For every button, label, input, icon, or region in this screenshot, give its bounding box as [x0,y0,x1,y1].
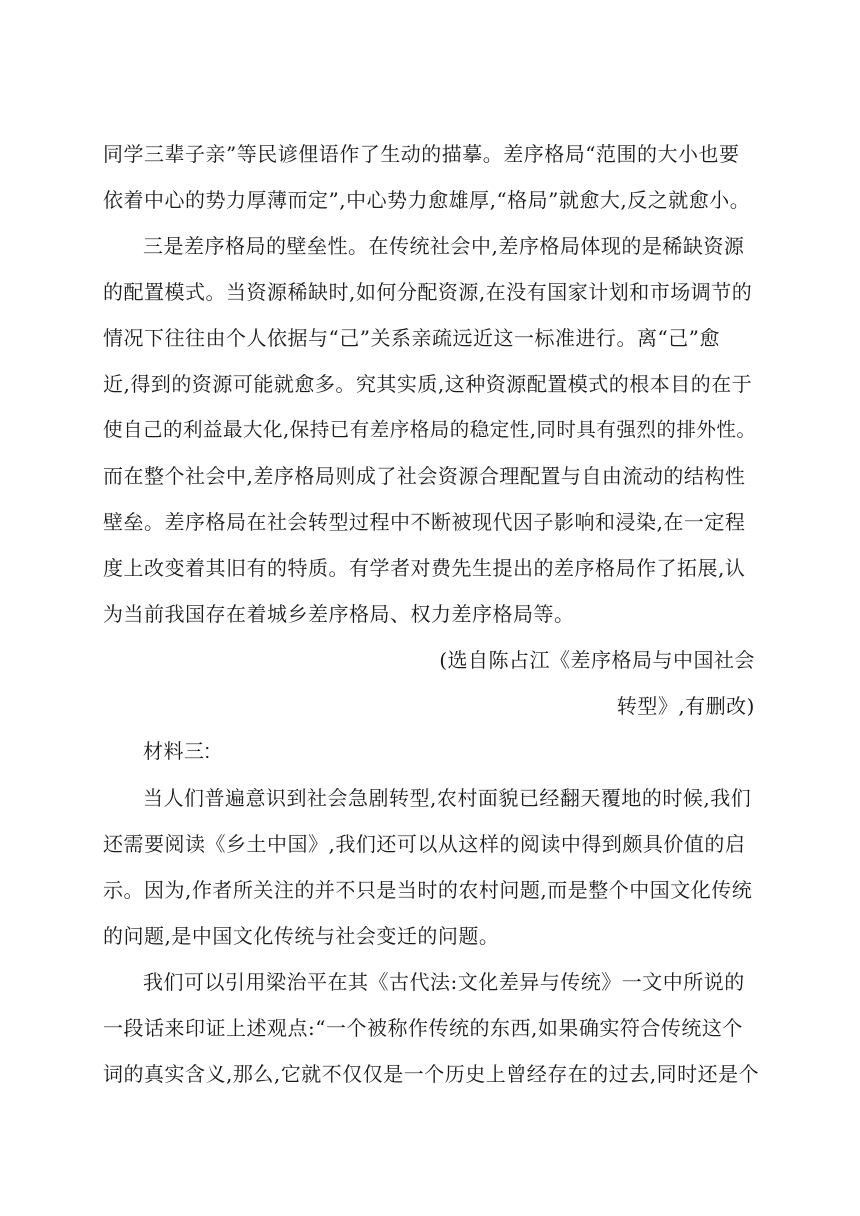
text-line: 的配置模式。当资源稀缺时,如何分配资源,在没有国家计划和市场调节的 [103,280,753,304]
text-line: 依着中心的势力厚薄而定”,中心势力愈雄厚,“格局”就愈大,反之就愈小。 [103,188,751,212]
text-line: 度上改变着其旧有的特质。有学者对费先生提出的差序格局作了拓展,认 [103,556,746,580]
text-line: 同学三辈子亲”等民谚俚语作了生动的描摹。差序格局“范围的大小也要 [103,142,740,166]
text-line: 为当前我国存在着城乡差序格局、权力差序格局等。 [103,602,575,626]
paragraph-start: 三是差序格局的壁垒性。在传统社会中,差序格局体现的是稀缺资源 [143,234,745,258]
text-line: 示。因为,作者所关注的并不只是当时的农村问题,而是整个中国文化传统 [103,878,753,902]
section-heading: 材料三: [143,741,211,763]
text-line: 而在整个社会中,差序格局则成了社会资源合理配置与自由流动的结构性 [103,464,746,488]
source-citation: (选自陈占江《差序格局与中国社会 [439,648,755,672]
text-line: 使自己的利益最大化,保持已有差序格局的稳定性,同时具有强烈的排外性。 [103,418,757,441]
source-citation-continued: 转型》,有删改) [616,694,755,718]
text-line: 的问题,是中国文化传统与社会变迁的问题。 [103,924,500,948]
paragraph-start: 当人们普遍意识到社会急剧转型,农村面貌已经翻天覆地的时候,我们 [143,786,752,810]
text-line: 一段话来印证上述观点:“一个被称作传统的东西,如果确实符合传统这个 [103,1016,743,1040]
text-line: 还需要阅读《乡土中国》,我们还可以从这样的阅读中得到颇具价值的启 [103,832,746,856]
text-line: 壁垒。差序格局在社会转型过程中不断被现代因子影响和浸染,在一定程 [103,510,746,534]
paragraph-start: 我们可以引用梁治平在其《古代法:文化差异与传统》一文中所说的 [143,970,745,994]
text-line: 词的真实含义,那么,它就不仅仅是一个历史上曾经存在的过去,同时还是个 [103,1062,760,1086]
text-line: 近,得到的资源可能就愈多。究其实质,这种资源配置模式的根本目的在于 [103,372,753,396]
text-line: 情况下往往由个人依据与“己”关系亲疏远近这一标准进行。离“己”愈 [103,326,720,350]
